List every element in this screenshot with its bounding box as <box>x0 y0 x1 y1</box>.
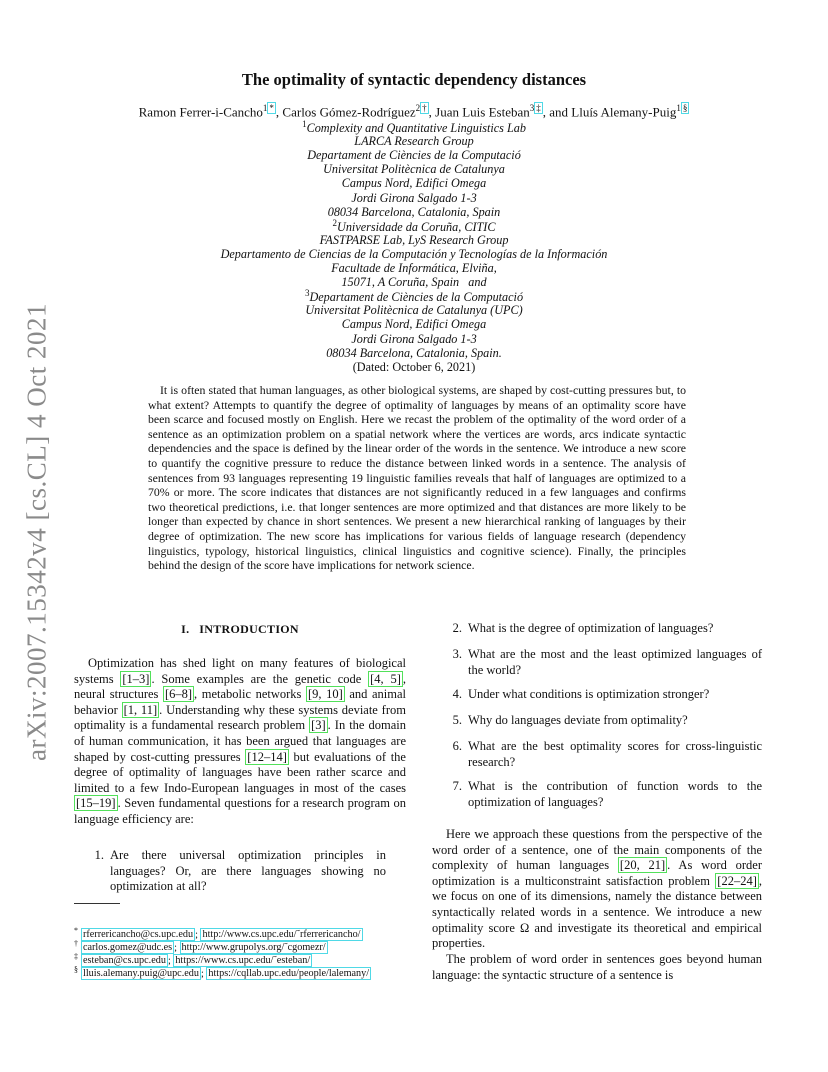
question-number: 1. <box>94 848 104 862</box>
arxiv-identifier: arXiv:2007.15342v4 [cs.CL] 4 Oct 2021 <box>21 303 52 761</box>
text-run: and animal behavior <box>74 687 406 717</box>
affiliation-line <box>0 176 828 190</box>
affiliation-line <box>0 134 828 148</box>
footnote-separator: ; <box>200 968 207 980</box>
affiliation-text: 08034 Barcelona, Catalonia, Spain. <box>326 345 502 360</box>
footnote-separator: ; <box>195 929 201 941</box>
affiliation-text: Universitat Politècnica de Catalunya (UPC) <box>305 303 523 318</box>
text-run: , we focus on one of its dimensions, namely the distance between syntactically related words in a sentence. We introduce a new optimality score Ω and investigate its theoretical and empirical properties. <box>432 873 762 951</box>
author-name: Juan Luis Esteban <box>435 104 530 120</box>
dated-line: (Dated: October 6, 2021) <box>352 360 476 374</box>
citation-link[interactable]: [4, 5] <box>370 671 401 686</box>
homepage-link[interactable]: http://www.cs.upc.edu/˜rferrericancho/ <box>202 929 361 941</box>
author-separator: , <box>428 104 432 120</box>
citation-link[interactable]: [1, 11] <box>123 702 158 717</box>
affiliation-text: Facultade de Informática, Elviña, <box>331 261 497 275</box>
affiliation-line <box>0 191 828 205</box>
text-run: . As word order optimization is a multiconstraint satisfaction problem <box>432 858 762 888</box>
footnote-separator: ; <box>174 942 180 954</box>
author-name: Ramon Ferrer-i-Cancho <box>138 104 263 120</box>
intro-paragraph <box>432 827 762 952</box>
intro-paragraph-continued: The problem of word order in sentences goes beyond human language: the syntactic structure of a sentence is <box>432 952 762 982</box>
affiliation-text: 08034 Barcelona, Catalonia, Spain <box>327 204 501 219</box>
footnote-rule <box>74 903 120 904</box>
section-title: INTRODUCTION <box>199 622 299 636</box>
abstract: It is often stated that human languages, as other biological systems, are shaped by cost-cutting pressures but, to what extent? Attempts to quantify the degree of optimality of languages by means of an optimality score have been scarce and focused mostly on English. Here we recast the problem of the optimality of the word order of a sentence as an optimization problem on a spatial network where the vertices are words, arcs indicate syntactic dependencies and the space is defined by the linear order of the words in the sentence. We introduce a new score to quantify the cognitive pressure to reduce the distance between linked words in a sentence. The analysis of sentences from 93 languages representing 19 linguistic families reveals that half of languages are optimized to a 70% or more. The score indicates that distances are not significantly reduced in a few languages and confirms two theoretical predictions, i.e. that longer sentences are more optimized and that distances are more likely to be longer than expected by chance in short sentences. We present a new hierarchical ranking of languages by their degree of optimization. The new score has implications for various fields of language research (dependency linguistics, typology, historical linguistics, clinical linguistics and cognitive science). Finally, the principles behind the design of the score have implications for network science. <box>148 383 686 573</box>
affiliation-text: Complexity and Quantitative Linguistics Lab <box>306 121 526 136</box>
author-name: Lluís Alemany-Puig <box>571 104 677 120</box>
affiliation-text: Departament de Ciències de la Computació <box>309 290 524 305</box>
affiliation-line <box>0 148 828 162</box>
affiliation-text: Universitat Politècnica de Catalunya <box>323 162 505 177</box>
footnote-symbol: * <box>74 926 78 935</box>
footnote-symbol: † <box>74 939 78 948</box>
footnote-symbol: § <box>74 965 78 974</box>
citation-link[interactable]: [22–24] <box>717 873 757 888</box>
affiliation-line <box>0 120 828 135</box>
affiliation-text: Jordi Girona Salgado 1-3 <box>351 190 477 205</box>
affiliation-number: 1 <box>302 119 307 129</box>
citation-link[interactable]: [9, 10] <box>308 687 343 702</box>
affiliation-line <box>0 332 828 346</box>
text-run: . Understanding why these systems deviate from optimality is a fundamental research problem <box>74 702 406 733</box>
question-number: 5. <box>452 713 462 727</box>
author-separator: , <box>542 104 546 120</box>
text-run: , metabolic networks <box>194 687 306 702</box>
author-affiliation-mark: 3 <box>529 103 535 113</box>
question-number: 2. <box>452 621 462 635</box>
text-run: . Seven fundamental questions for a research program on language efficiency are: <box>74 796 406 826</box>
question-item <box>432 687 762 703</box>
question-number: 7. <box>452 779 462 793</box>
affiliation-text: LARCA Research Group <box>354 134 474 149</box>
citation-link[interactable]: [12–14] <box>247 749 287 764</box>
footnote-separator: ; <box>167 955 174 967</box>
affiliation-line <box>0 233 828 247</box>
affiliation-line <box>0 247 828 261</box>
section-heading <box>74 622 406 637</box>
affiliation-line <box>0 275 828 289</box>
affiliation-line <box>0 289 828 304</box>
affiliation-line <box>0 261 828 275</box>
section-number: I. <box>181 622 190 636</box>
question-number: 4. <box>452 687 462 701</box>
citation-link[interactable]: [15–19] <box>76 796 116 811</box>
author-name: Carlos Gómez-Rodríguez <box>282 104 416 120</box>
text-run: Optimization has shed light on many features of biological systems <box>74 656 406 686</box>
author-affiliation-mark: 1 <box>676 103 681 113</box>
question-item <box>432 647 762 678</box>
question-text: What are the most and the least optimized languages of the world? <box>468 647 762 677</box>
paper-title: The optimality of syntactic dependency distances <box>241 70 587 89</box>
citation-link[interactable]: [3] <box>311 718 326 733</box>
text-run: , neural structures <box>74 671 406 702</box>
author-separator: , <box>275 104 280 120</box>
affiliation-number: 3 <box>304 288 310 299</box>
affiliation-line <box>0 317 828 331</box>
citation-link[interactable]: [20, 21] <box>619 858 666 873</box>
question-text: Are there universal optimization principles in languages? Or, are there languages showing no optimization at all? <box>110 848 386 894</box>
question-text: What are the best optimality scores for cross-linguistic research? <box>468 739 762 769</box>
footnote-line <box>74 964 371 980</box>
question-text: Under what conditions is optimization stronger? <box>468 687 710 701</box>
question-text: What is the contribution of function words to the optimization of languages? <box>468 779 762 809</box>
affiliation-text: Jordi Girona Salgado 1-3 <box>351 331 477 346</box>
affiliation-text: FASTPARSE Lab, LyS Research Group <box>319 232 509 247</box>
email-link[interactable]: rferrericancho@cs.upc.edu <box>83 929 194 941</box>
text-run: . Some examples are the genetic code <box>151 671 369 686</box>
question-text: Why do languages deviate from optimality? <box>468 713 688 727</box>
citation-link[interactable]: [6–8] <box>164 687 193 702</box>
affiliation-text: Departamento de Ciencias de la Computación y Tecnologías de la Información <box>220 246 608 261</box>
affiliation-line <box>0 205 828 219</box>
footnote-link[interactable]: † <box>422 103 427 113</box>
affiliation-text: Campus Nord, Edifici Omega <box>341 317 487 332</box>
intro-paragraph <box>74 656 406 828</box>
affiliation-number: 2 <box>332 217 338 228</box>
email-link[interactable]: carlos.gomez@udc.es <box>83 942 173 954</box>
affiliation-line <box>0 219 828 234</box>
footnote-link[interactable]: § <box>682 103 688 113</box>
footnote-link[interactable]: ‡ <box>536 103 541 113</box>
email-link[interactable]: lluis.alemany.puig@upc.edu <box>83 968 199 980</box>
homepage-link[interactable]: https://www.cs.upc.edu/˜esteban/ <box>175 955 311 967</box>
question-number: 3. <box>452 647 462 661</box>
text-run: . In the domain of human communication, it has been argued that languages are shaped by cost-cutting pressures <box>74 718 406 764</box>
footnote-symbol: ‡ <box>74 952 78 961</box>
question-list-left <box>74 848 406 895</box>
question-item <box>432 621 762 637</box>
citation-link[interactable]: [1–3] <box>122 671 150 686</box>
question-item <box>74 848 406 895</box>
question-item <box>432 713 762 729</box>
question-number: 6. <box>452 739 462 753</box>
affiliation-text: Universidade da Coruña, CITIC <box>337 219 496 234</box>
author-list <box>0 104 828 120</box>
text-run: Here we approach these questions from the perspective of the word order of a sentence, one of the main components of the complexity of human languages <box>432 827 762 873</box>
email-link[interactable]: esteban@cs.upc.edu <box>83 955 166 967</box>
affiliation-line <box>0 162 828 176</box>
question-text: What is the degree of optimization of languages? <box>468 621 714 635</box>
author-affiliation-mark: 1 <box>262 103 268 113</box>
homepage-link[interactable]: https://cqllab.upc.edu/people/lalemany/ <box>208 968 370 980</box>
author-affiliation-mark: 2 <box>415 103 421 113</box>
question-item <box>432 779 762 810</box>
homepage-link[interactable]: http://www.grupolys.org/˜cgomezr/ <box>181 942 326 954</box>
affiliation-text: Departament de Ciències de la Computació <box>307 148 521 163</box>
text-run: but evaluations of the degree of optimality of languages have been rather scarce and limited to a few Indo-European languages in most of the cases <box>74 749 406 795</box>
author-separator: and <box>549 104 569 120</box>
affiliation-line <box>0 303 828 317</box>
affiliation-line <box>0 346 828 360</box>
question-item <box>432 739 762 770</box>
affiliation-text: Campus Nord, Edifici Omega <box>341 176 487 191</box>
footnote-link[interactable]: * <box>269 103 274 113</box>
affiliation-text: 15071, A Coruña, Spain and <box>341 275 487 290</box>
